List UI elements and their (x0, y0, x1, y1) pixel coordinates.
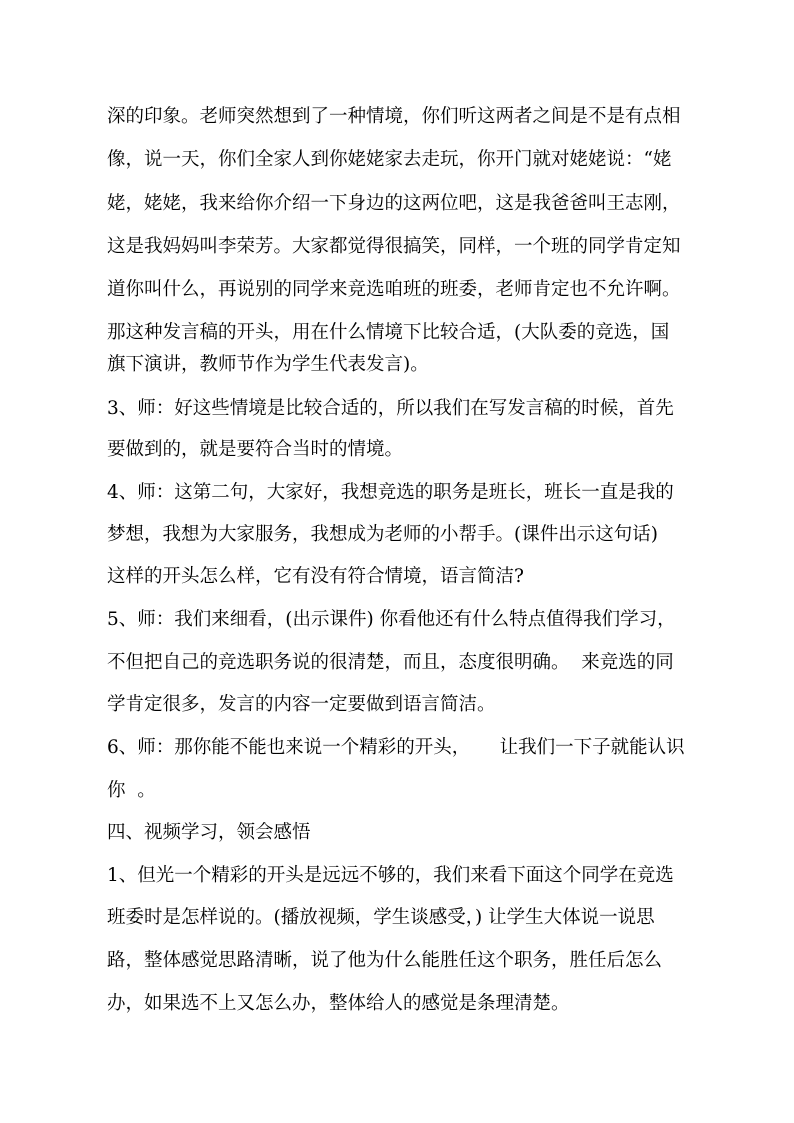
text-line: 要做到的，就是要符合当时的情境。 (107, 439, 404, 460)
text-line: 办，如果选不上又怎么办，整体给人的感觉是条理清楚。 (107, 993, 570, 1014)
text-line: 4、师：这第二句，大家好，我想竞选的职务是班长，班长一直是我的 (107, 482, 674, 503)
text-line: 这样的开头怎么样，它有没有符合情境，语言简洁? (107, 566, 524, 587)
text-line: 3、师：好这些情境是比较合适的，所以我们在写发言稿的时候，首先 (107, 398, 674, 419)
section-heading: 四、视频学习，领会感悟 (107, 822, 311, 843)
text-line: 旗下演讲，教师节作为学生代表发言)。 (107, 354, 429, 375)
text-line: 道你叫什么，再说别的同学来竞选咱班的班委，老师肯定也不允许啊。 (107, 279, 681, 300)
text-line: 深的印象。老师突然想到了一种情境，你们听这两者之间是不是有点相 (107, 106, 681, 127)
text-line: 梦想，我想为大家服务，我想成为老师的小帮手。(课件出示这句话) (107, 524, 658, 545)
text-line: 班委时是怎样说的。(播放视频，学生谈感受，) 让学生大体说一说思 (107, 907, 655, 928)
text-line: 1、但光一个精彩的开头是远远不够的，我们来看下面这个同学在竞选 (107, 865, 674, 886)
text-line: 路，整体感觉思路清晰，说了他为什么能胜任这个职务，胜任后怎么 (107, 950, 663, 971)
text-line: 这是我妈妈叫李荣芳。大家都觉得很搞笑，同样，一个班的同学肯定知 (107, 236, 681, 257)
text-line: 不但把自己的竞选职务说的很清楚，而且，态度很明确。 来竞选的同 (107, 652, 674, 673)
text-line: 你 。 (107, 780, 156, 801)
text-line: 学肯定很多，发言的内容一定要做到语言简洁。 (107, 694, 496, 715)
text-line: 那这种发言稿的开头，用在什么情境下比较合适，(大队委的竞选，国 (107, 322, 670, 343)
text-line: 像，说一天，你们全家人到你姥姥家去走玩，你开门就对姥姥说：“姥 (107, 149, 672, 170)
text-line: 5、师：我们来细看，(出示课件) 你看他还有什么特点值得我们学习， (107, 609, 676, 630)
text-line: 6、师：那你能不能也来说一个精彩的开头， 让我们一下子就能认识 (107, 737, 685, 758)
text-line: 姥，姥姥，我来给你介绍一下身边的这两位吧，这是我爸爸叫王志刚， (107, 193, 681, 214)
